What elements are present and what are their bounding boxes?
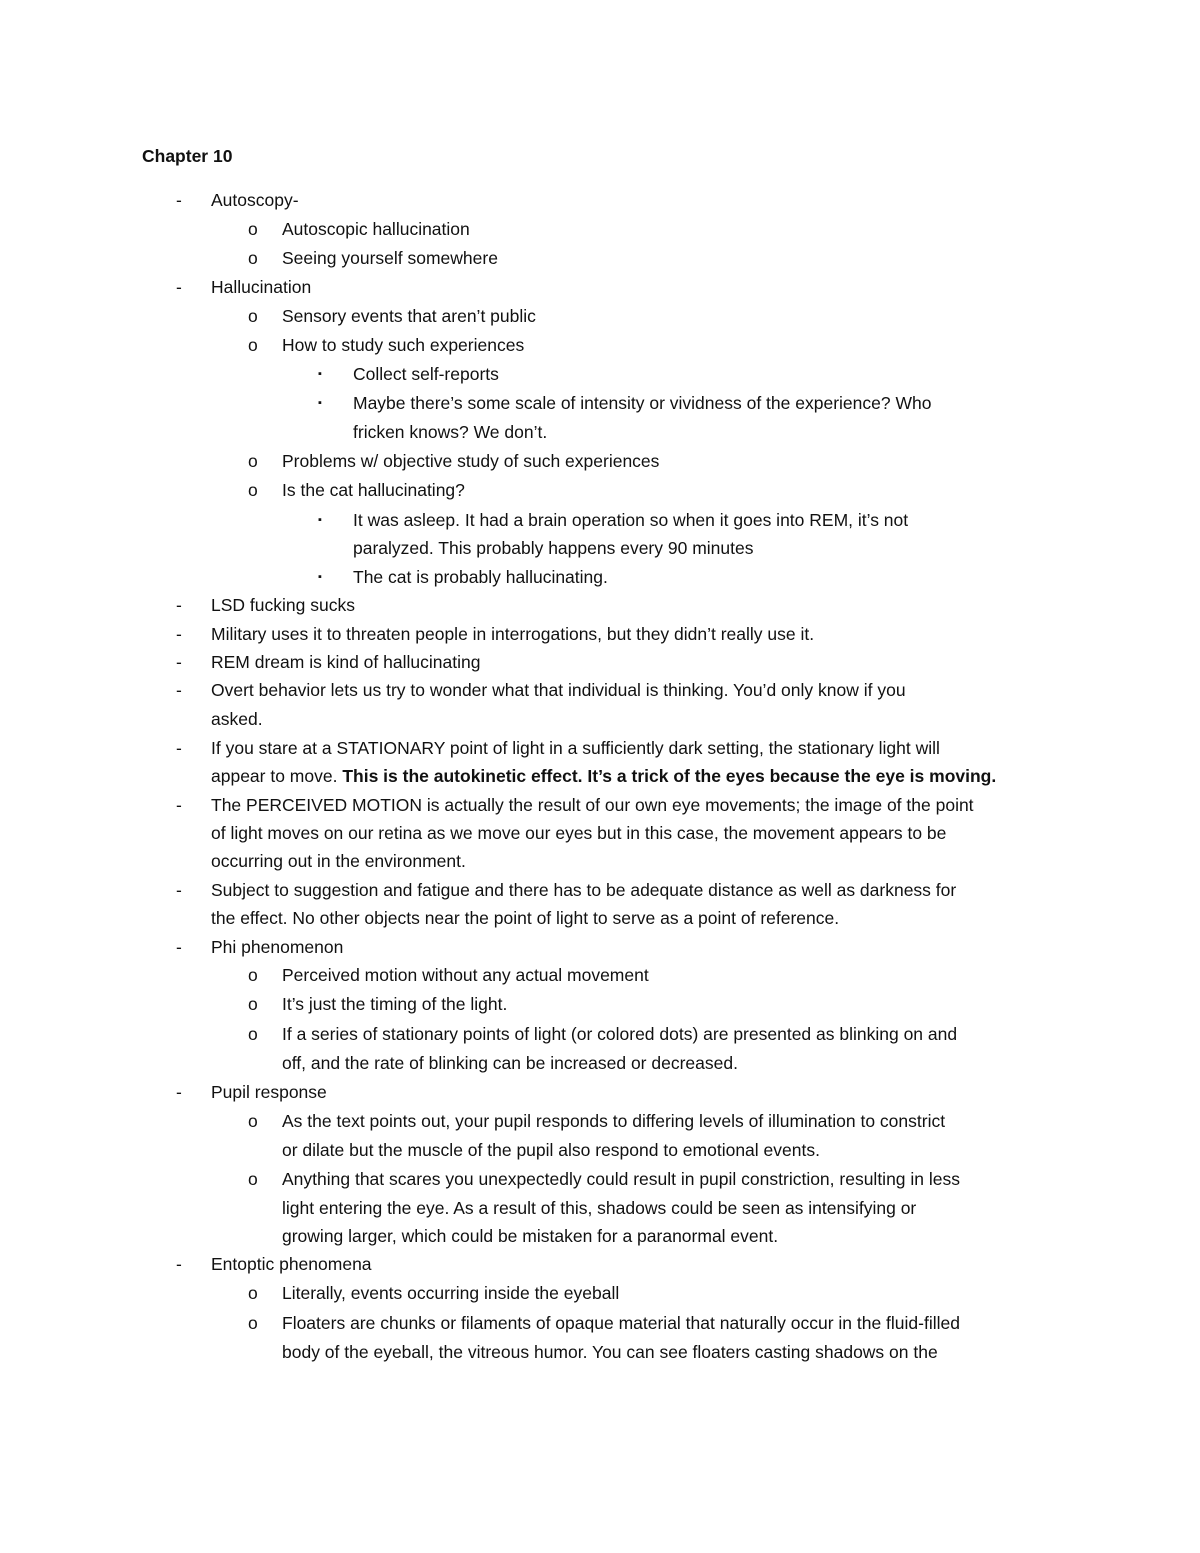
circle-bullet: o [248, 965, 258, 985]
dash-bullet: - [176, 595, 182, 615]
note-line: the effect. No other objects near the point of light to serve as a point of reference. [211, 908, 840, 928]
note-line: Literally, events occurring inside the eyeball [282, 1283, 620, 1303]
dash-bullet: - [176, 1254, 182, 1274]
note-line: Autoscopic hallucination [282, 219, 470, 239]
note-line: Floaters are chunks or filaments of opaque material that naturally occur in the fluid-filled [282, 1313, 960, 1333]
dash-bullet: - [176, 277, 182, 297]
circle-bullet: o [248, 1169, 258, 1189]
note-line: light entering the eye. As a result of this, shadows could be seen as intensifying or [282, 1198, 917, 1218]
note-line-part: appear to move. [211, 766, 338, 786]
note-line: How to study such experiences [282, 335, 525, 355]
circle-bullet: o [248, 1024, 258, 1044]
note-line: Military uses it to threaten people in interrogations, but they didn’t really use it. [211, 624, 815, 644]
dash-bullet: - [176, 1082, 182, 1102]
circle-bullet: o [248, 1111, 258, 1131]
square-bullet: ▪ [318, 571, 322, 583]
note-line: asked. [211, 709, 263, 729]
circle-bullet: o [248, 1283, 258, 1303]
dash-bullet: - [176, 680, 182, 700]
circle-bullet: o [248, 1313, 258, 1333]
note-line: Seeing yourself somewhere [282, 248, 498, 268]
note-line: paralyzed. This probably happens every 90 minutes [353, 538, 754, 558]
circle-bullet: o [248, 306, 258, 326]
note-line: Is the cat hallucinating? [282, 480, 465, 500]
note-line: Pupil response [211, 1082, 327, 1102]
dash-bullet: - [176, 624, 182, 644]
circle-bullet: o [248, 335, 258, 355]
note-line [211, 762, 996, 790]
dash-bullet: - [176, 190, 182, 210]
note-line: As the text points out, your pupil responds to differing levels of illumination to constrict [282, 1111, 946, 1131]
note-line: of light moves on our retina as we move our eyes but in this case, the movement appears to be [211, 823, 947, 843]
note-line: Perceived motion without any actual movement [282, 965, 649, 985]
note-line: Maybe there’s some scale of intensity or vividness of the experience? Who [353, 393, 932, 413]
note-line: LSD fucking sucks [211, 595, 355, 615]
note-line: The cat is probably hallucinating. [353, 567, 608, 587]
note-line: Sensory events that aren’t public [282, 306, 536, 326]
note-line: If a series of stationary points of light (or colored dots) are presented as blinking on and [282, 1024, 958, 1044]
dash-bullet: - [176, 738, 182, 758]
note-line: Subject to suggestion and fatigue and there has to be adequate distance as well as darkness for [211, 880, 957, 900]
dash-bullet: - [176, 652, 182, 672]
circle-bullet: o [248, 994, 258, 1014]
chapter-title: Chapter 10 [142, 146, 233, 166]
note-line: It’s just the timing of the light. [282, 994, 508, 1014]
dash-bullet: - [176, 795, 182, 815]
dash-bullet: - [176, 937, 182, 957]
note-line: The PERCEIVED MOTION is actually the result of our own eye movements; the image of the point [211, 795, 974, 815]
note-line: Overt behavior lets us try to wonder what that individual is thinking. You’d only know if you [211, 680, 906, 700]
note-line: growing larger, which could be mistaken for a paranormal event. [282, 1226, 779, 1246]
square-bullet: ▪ [318, 514, 322, 526]
circle-bullet: o [248, 480, 258, 500]
square-bullet: ▪ [318, 368, 322, 380]
note-line: body of the eyeball, the vitreous humor. You can see floaters casting shadows on the [282, 1342, 938, 1362]
note-line: Hallucination [211, 277, 312, 297]
note-line: or dilate but the muscle of the pupil also respond to emotional events. [282, 1140, 820, 1160]
note-line: Phi phenomenon [211, 937, 344, 957]
note-line-bold: This is the autokinetic effect. It’s a trick of the eyes because the eye is moving. [342, 766, 997, 786]
note-line: Collect self-reports [353, 364, 499, 384]
square-bullet: ▪ [318, 397, 322, 409]
note-line: off, and the rate of blinking can be increased or decreased. [282, 1053, 738, 1073]
note-line: Anything that scares you unexpectedly could result in pupil constriction, resulting in less [282, 1169, 961, 1189]
note-line: Autoscopy- [211, 190, 299, 210]
circle-bullet: o [248, 219, 258, 239]
note-line: Problems w/ objective study of such experiences [282, 451, 660, 471]
circle-bullet: o [248, 451, 258, 471]
note-line: fricken knows? We don’t. [353, 422, 548, 442]
note-line: If you stare at a STATIONARY point of light in a sufficiently dark setting, the stationary light will [211, 738, 940, 758]
note-line: occurring out in the environment. [211, 851, 466, 871]
circle-bullet: o [248, 248, 258, 268]
note-line: REM dream is kind of hallucinating [211, 652, 481, 672]
note-line: Entoptic phenomena [211, 1254, 372, 1274]
note-line: It was asleep. It had a brain operation so when it goes into REM, it’s not [353, 510, 909, 530]
dash-bullet: - [176, 880, 182, 900]
